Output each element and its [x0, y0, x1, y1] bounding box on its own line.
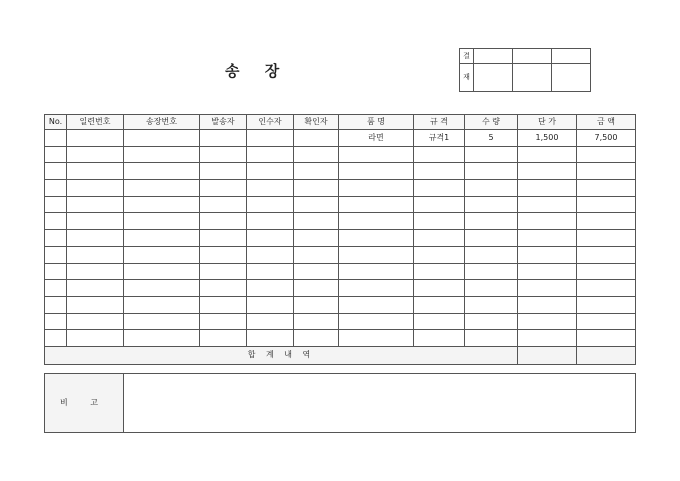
column-header: 품 명: [339, 115, 414, 130]
table-row: [45, 213, 636, 230]
table-cell[interactable]: [414, 196, 465, 213]
table-cell[interactable]: [577, 146, 636, 163]
table-cell[interactable]: [465, 280, 518, 297]
table-cell[interactable]: [247, 230, 294, 247]
table-cell[interactable]: [518, 146, 577, 163]
document-title: 송 장: [225, 62, 290, 80]
table-cell[interactable]: [465, 213, 518, 230]
column-header: 발송자: [200, 115, 247, 130]
table-cell[interactable]: 규격1: [414, 130, 465, 147]
table-cell[interactable]: [294, 146, 339, 163]
table-cell[interactable]: [124, 196, 200, 213]
table-cell[interactable]: [339, 263, 414, 280]
table-row: [45, 163, 636, 180]
table-row: [45, 196, 636, 213]
total-amount-cell[interactable]: [577, 346, 636, 364]
table-cell[interactable]: [465, 246, 518, 263]
table-row: [45, 130, 636, 147]
table-cell[interactable]: [67, 163, 124, 180]
approval-header-cell: [474, 49, 513, 64]
table-cell[interactable]: [465, 180, 518, 197]
table-cell[interactable]: [124, 130, 200, 147]
column-header: 인수자: [247, 115, 294, 130]
table-cell[interactable]: [414, 163, 465, 180]
notes-table: [44, 373, 636, 433]
table-cell[interactable]: [45, 163, 67, 180]
table-cell[interactable]: [200, 180, 247, 197]
table-cell[interactable]: [414, 213, 465, 230]
total-unit-price-cell[interactable]: [518, 346, 577, 364]
table-cell[interactable]: [577, 213, 636, 230]
table-cell[interactable]: [247, 213, 294, 230]
table-cell[interactable]: [45, 146, 67, 163]
table-cell[interactable]: [414, 146, 465, 163]
table-cell[interactable]: [124, 213, 200, 230]
table-cell[interactable]: [465, 196, 518, 213]
table-cell[interactable]: [124, 230, 200, 247]
table-cell[interactable]: [124, 180, 200, 197]
table-cell[interactable]: [294, 296, 339, 313]
table-cell[interactable]: [465, 146, 518, 163]
table-cell[interactable]: [45, 246, 67, 263]
table-cell[interactable]: [45, 196, 67, 213]
table-cell[interactable]: [200, 196, 247, 213]
table-cell[interactable]: [200, 246, 247, 263]
table-cell[interactable]: 라면: [339, 130, 414, 147]
table-cell[interactable]: [518, 230, 577, 247]
table-cell[interactable]: [577, 180, 636, 197]
table-cell[interactable]: [518, 196, 577, 213]
table-row: [45, 313, 636, 330]
table-cell[interactable]: [339, 280, 414, 297]
table-cell[interactable]: [339, 196, 414, 213]
approval-sign-cell[interactable]: [552, 64, 591, 92]
table-cell[interactable]: 5: [465, 130, 518, 147]
table-cell[interactable]: [247, 313, 294, 330]
table-cell[interactable]: [247, 196, 294, 213]
table-cell[interactable]: [577, 246, 636, 263]
approval-label-top: 결: [460, 49, 474, 64]
table-cell[interactable]: [124, 313, 200, 330]
table-cell[interactable]: [577, 296, 636, 313]
table-cell[interactable]: [67, 213, 124, 230]
table-cell[interactable]: [465, 313, 518, 330]
table-cell[interactable]: [518, 280, 577, 297]
column-header: No.: [45, 115, 67, 130]
table-cell[interactable]: [45, 313, 67, 330]
table-cell[interactable]: [294, 330, 339, 347]
table-cell[interactable]: [518, 263, 577, 280]
approval-sign-cell[interactable]: [513, 64, 552, 92]
column-header: 일련번호: [67, 115, 124, 130]
table-row: [45, 263, 636, 280]
column-header: 송장번호: [124, 115, 200, 130]
table-cell[interactable]: [45, 280, 67, 297]
table-cell[interactable]: [294, 130, 339, 147]
table-row: [45, 180, 636, 197]
column-header: 단 가: [518, 115, 577, 130]
table-cell[interactable]: [45, 263, 67, 280]
table-cell[interactable]: [294, 246, 339, 263]
table-cell[interactable]: [67, 146, 124, 163]
table-cell[interactable]: [200, 130, 247, 147]
approval-header-cell: [513, 49, 552, 64]
table-cell[interactable]: 7,500: [577, 130, 636, 147]
table-cell[interactable]: [67, 330, 124, 347]
notes-field[interactable]: [124, 374, 636, 433]
table-cell[interactable]: [518, 330, 577, 347]
table-cell[interactable]: [518, 296, 577, 313]
table-cell[interactable]: [67, 130, 124, 147]
table-cell[interactable]: [294, 280, 339, 297]
approval-header-cell: [552, 49, 591, 64]
table-cell[interactable]: [518, 180, 577, 197]
table-cell[interactable]: [414, 296, 465, 313]
table-cell[interactable]: [577, 163, 636, 180]
table-row: [45, 246, 636, 263]
column-header: 규 격: [414, 115, 465, 130]
table-header-row: [45, 115, 636, 130]
table-cell[interactable]: [67, 246, 124, 263]
column-header: 수 량: [465, 115, 518, 130]
table-cell[interactable]: [518, 213, 577, 230]
table-cell[interactable]: [247, 330, 294, 347]
table-cell[interactable]: [247, 246, 294, 263]
table-cell[interactable]: [200, 296, 247, 313]
table-cell[interactable]: [414, 263, 465, 280]
approval-sign-cell[interactable]: [474, 64, 513, 92]
table-cell[interactable]: [200, 280, 247, 297]
table-cell[interactable]: [124, 280, 200, 297]
table-cell[interactable]: [45, 296, 67, 313]
invoice-table: [44, 114, 636, 365]
table-cell[interactable]: [414, 230, 465, 247]
table-cell[interactable]: [294, 180, 339, 197]
table-cell[interactable]: [339, 213, 414, 230]
table-cell[interactable]: [465, 296, 518, 313]
column-header: 확인자: [294, 115, 339, 130]
table-cell[interactable]: [45, 180, 67, 197]
table-cell[interactable]: [247, 146, 294, 163]
table-cell[interactable]: [247, 130, 294, 147]
table-cell[interactable]: [124, 163, 200, 180]
table-cell[interactable]: [67, 180, 124, 197]
table-cell[interactable]: [294, 196, 339, 213]
table-cell[interactable]: [200, 313, 247, 330]
table-cell[interactable]: [67, 296, 124, 313]
table-row: [45, 146, 636, 163]
table-cell[interactable]: [465, 163, 518, 180]
notes-label: 비 고: [45, 374, 124, 433]
table-cell[interactable]: [414, 313, 465, 330]
table-cell[interactable]: [294, 313, 339, 330]
table-cell[interactable]: [577, 230, 636, 247]
table-cell[interactable]: [294, 163, 339, 180]
table-cell[interactable]: [124, 263, 200, 280]
table-cell[interactable]: [45, 230, 67, 247]
table-cell[interactable]: [577, 196, 636, 213]
total-row: [45, 346, 636, 364]
table-cell[interactable]: [294, 263, 339, 280]
table-cell[interactable]: [247, 163, 294, 180]
table-cell[interactable]: [45, 130, 67, 147]
table-cell[interactable]: [577, 280, 636, 297]
table-row: [45, 280, 636, 297]
table-cell[interactable]: [124, 146, 200, 163]
column-header: 금 액: [577, 115, 636, 130]
table-cell[interactable]: [414, 246, 465, 263]
table-cell[interactable]: [67, 313, 124, 330]
table-cell[interactable]: [518, 246, 577, 263]
table-cell[interactable]: [45, 213, 67, 230]
table-row: [45, 296, 636, 313]
table-cell[interactable]: [339, 163, 414, 180]
table-cell[interactable]: [577, 313, 636, 330]
table-cell[interactable]: [414, 330, 465, 347]
table-cell[interactable]: [124, 330, 200, 347]
table-cell[interactable]: [247, 263, 294, 280]
table-cell[interactable]: [247, 296, 294, 313]
table-cell[interactable]: 1,500: [518, 130, 577, 147]
table-cell[interactable]: [339, 313, 414, 330]
table-cell[interactable]: [577, 330, 636, 347]
table-cell[interactable]: [200, 163, 247, 180]
table-cell[interactable]: [247, 280, 294, 297]
table-cell[interactable]: [67, 280, 124, 297]
table-cell[interactable]: [200, 330, 247, 347]
approval-label-bottom: 재: [460, 64, 474, 92]
table-cell[interactable]: [247, 180, 294, 197]
approval-box: [459, 48, 591, 92]
table-cell[interactable]: [339, 296, 414, 313]
table-cell[interactable]: [414, 180, 465, 197]
table-row: [45, 330, 636, 347]
table-cell[interactable]: [294, 230, 339, 247]
table-cell[interactable]: [294, 213, 339, 230]
table-cell[interactable]: [200, 213, 247, 230]
table-cell[interactable]: [465, 263, 518, 280]
table-cell[interactable]: [518, 163, 577, 180]
table-cell[interactable]: [465, 330, 518, 347]
table-cell[interactable]: [200, 230, 247, 247]
table-cell[interactable]: [67, 196, 124, 213]
table-cell[interactable]: [339, 246, 414, 263]
table-cell[interactable]: [339, 330, 414, 347]
table-cell[interactable]: [577, 263, 636, 280]
table-cell[interactable]: [339, 230, 414, 247]
table-cell[interactable]: [200, 263, 247, 280]
table-cell[interactable]: [414, 280, 465, 297]
table-cell[interactable]: [465, 230, 518, 247]
total-label: 합 계 내 역: [45, 346, 518, 364]
table-cell[interactable]: [200, 146, 247, 163]
table-cell[interactable]: [339, 180, 414, 197]
table-cell[interactable]: [339, 146, 414, 163]
table-cell[interactable]: [67, 230, 124, 247]
table-cell[interactable]: [45, 330, 67, 347]
table-cell[interactable]: [124, 246, 200, 263]
table-cell[interactable]: [124, 296, 200, 313]
table-row: [45, 230, 636, 247]
table-cell[interactable]: [518, 313, 577, 330]
table-cell[interactable]: [67, 263, 124, 280]
